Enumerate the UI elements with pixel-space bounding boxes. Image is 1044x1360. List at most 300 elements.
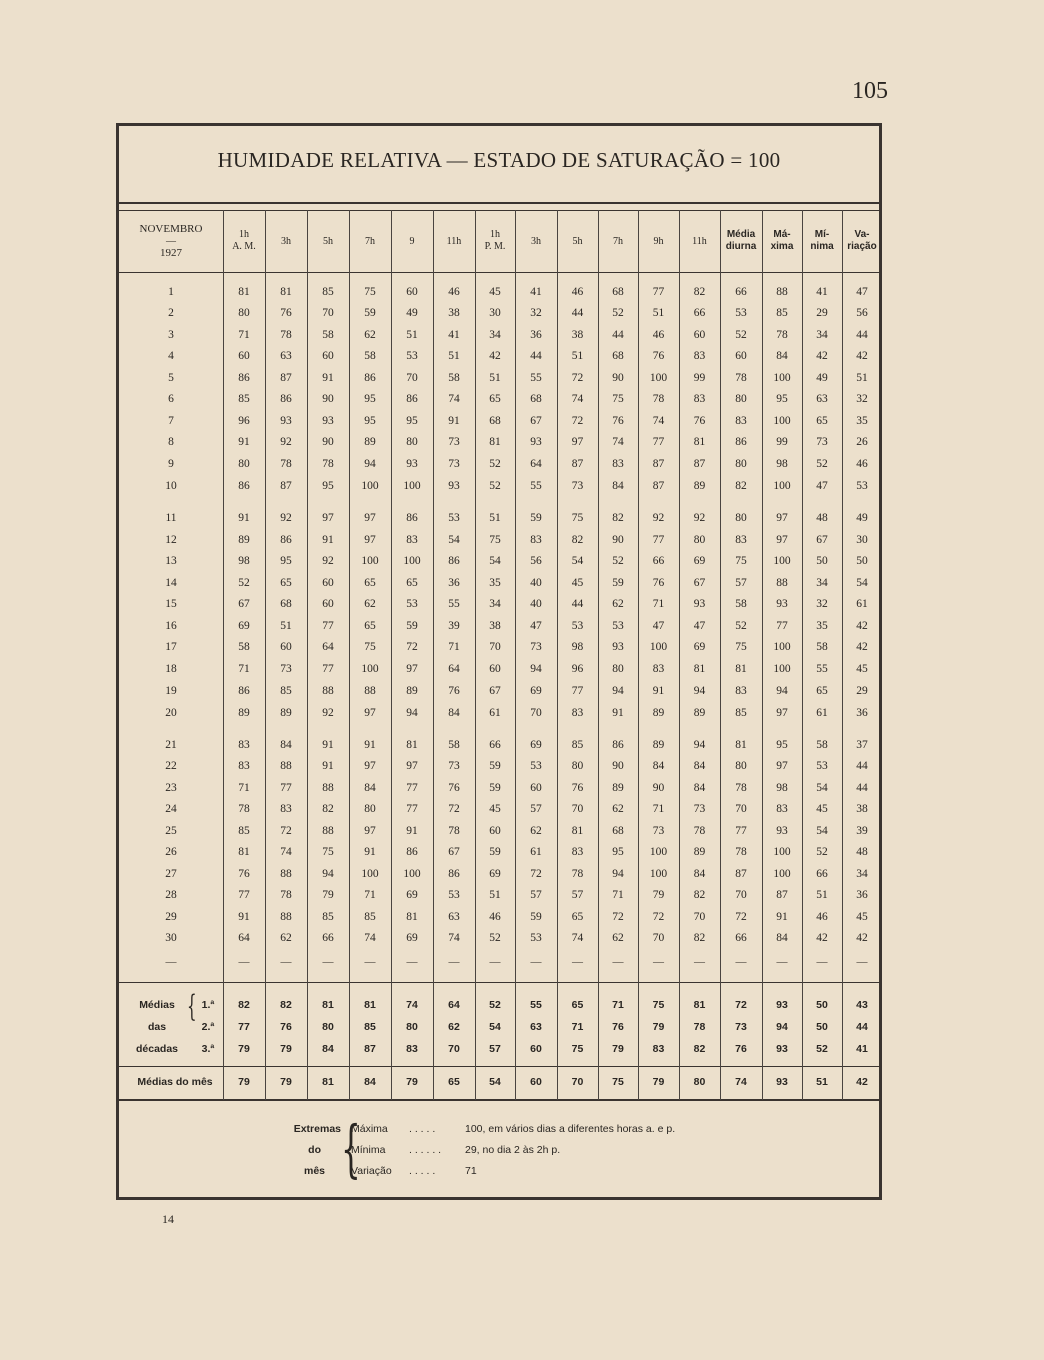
humidity-cell: 86: [364, 372, 376, 384]
humidity-cell: 83: [693, 350, 706, 362]
humidity-cell: 58: [448, 739, 460, 751]
humidity-cell: 100: [361, 868, 379, 880]
humidity-cell: 78: [238, 803, 250, 815]
humidity-cell: 81: [571, 825, 584, 837]
column-header: 1h: [239, 229, 249, 240]
humidity-cell: 78: [571, 868, 584, 880]
humidity-cell: 89: [652, 707, 665, 719]
table-title: HUMIDADE RELATIVA — ESTADO DE SATURAÇÃO = 100: [217, 148, 781, 172]
column-header: 9h: [653, 236, 664, 247]
day-label: 24: [165, 803, 177, 815]
humidity-cell: 78: [693, 825, 706, 837]
humidity-cell: 38: [489, 620, 501, 632]
dash-mark: —: [238, 956, 250, 968]
humidity-cell: 58: [364, 350, 376, 362]
humidity-cell: 77: [652, 436, 665, 448]
humidity-cell: 83: [735, 534, 747, 546]
humidity-cell: 56: [856, 307, 868, 319]
day-label: 28: [165, 889, 177, 901]
decade-average-cell: 41: [856, 1043, 868, 1055]
month-average-cell: 81: [322, 1076, 334, 1088]
humidity-cell: 55: [530, 480, 542, 492]
humidity-cell: 85: [280, 685, 292, 697]
humidity-cell: 93: [406, 458, 418, 470]
humidity-cell: 76: [448, 782, 460, 794]
humidity-cell: 34: [489, 329, 501, 341]
humidity-cell: 95: [322, 480, 334, 492]
dash-mark: —: [280, 956, 292, 968]
humidity-cell: 51: [280, 620, 292, 632]
humidity-cell: 77: [322, 620, 334, 632]
humidity-cell: 65: [816, 685, 828, 697]
decade-average-cell: 63: [530, 1021, 542, 1033]
humidity-cell: 91: [238, 436, 250, 448]
humidity-cell: 87: [652, 458, 665, 470]
humidity-cell: 42: [856, 350, 868, 362]
decade-average-cell: 80: [322, 1021, 334, 1033]
humidity-cell: 94: [530, 663, 542, 675]
humidity-cell: 91: [238, 512, 250, 524]
month-average-cell: 65: [448, 1076, 460, 1088]
humidity-cell: 58: [448, 372, 460, 384]
month-average-cell: 79: [280, 1076, 292, 1088]
humidity-cell: 65: [406, 577, 418, 589]
day-label: 14: [165, 577, 177, 589]
day-label: 19: [165, 685, 177, 697]
humidity-cell: 76: [280, 307, 292, 319]
humidity-cell: 87: [280, 480, 292, 492]
humidity-cell: 87: [776, 889, 788, 901]
humidity-cell: 84: [280, 739, 292, 751]
humidity-cell: 90: [612, 372, 624, 384]
dash-mark: —: [489, 956, 501, 968]
humidity-cell: 73: [448, 458, 460, 470]
humidity-cell: 70: [693, 911, 706, 923]
humidity-cell: 84: [776, 350, 788, 362]
humidity-cell: 97: [776, 760, 788, 772]
humidity-cell: 86: [448, 868, 460, 880]
humidity-cell: 85: [735, 707, 747, 719]
humidity-cell: 45: [489, 803, 501, 815]
humidity-cell: 77: [280, 782, 292, 794]
humidity-cell: 89: [693, 707, 706, 719]
decade-average-cell: 64: [448, 999, 460, 1011]
humidity-cell: 97: [571, 436, 584, 448]
extreme-name: Variação: [351, 1165, 392, 1177]
humidity-cell: 68: [489, 415, 501, 427]
humidity-cell: 34: [856, 868, 868, 880]
humidity-cell: 36: [856, 707, 868, 719]
dash-mark: —: [364, 956, 376, 968]
humidity-cell: 82: [693, 889, 706, 901]
column-header-sub: riação: [847, 241, 877, 252]
humidity-cell: 54: [571, 555, 584, 567]
humidity-cell: 70: [571, 803, 584, 815]
humidity-cell: 60: [530, 782, 542, 794]
humidity-cell: 51: [489, 372, 501, 384]
extreme-value: 29, no dia 2 às 2h p.: [465, 1144, 561, 1156]
humidity-cell: 70: [735, 889, 747, 901]
day-label: 29: [165, 911, 177, 923]
humidity-cell: 86: [280, 393, 292, 405]
day-label: 9: [168, 458, 174, 470]
humidity-cell: 83: [238, 739, 250, 751]
humidity-cell: 59: [489, 846, 501, 858]
humidity-cell: 74: [448, 932, 460, 944]
humidity-cell: 84: [693, 760, 706, 772]
humidity-cell: 98: [238, 555, 250, 567]
folio-number: 14: [162, 1212, 174, 1226]
humidity-cell: 72: [612, 911, 624, 923]
humidity-cell: 70: [652, 932, 665, 944]
humidity-cell: 68: [612, 350, 624, 362]
humidity-cell: 87: [652, 480, 665, 492]
humidity-cell: 65: [364, 620, 376, 632]
humidity-cell: 80: [735, 458, 747, 470]
humidity-cell: 88: [776, 577, 788, 589]
humidity-cell: 91: [652, 685, 665, 697]
humidity-cell: 97: [776, 707, 788, 719]
humidity-cell: 100: [773, 555, 791, 567]
humidity-cell: 82: [612, 512, 624, 524]
humidity-cell: 51: [448, 350, 460, 362]
humidity-cell: 81: [238, 286, 250, 298]
humidity-cell: 47: [856, 286, 868, 298]
humidity-cell: 52: [816, 846, 828, 858]
humidity-cell: 42: [816, 350, 828, 362]
month-averages-label: Médias do mês: [137, 1076, 213, 1088]
humidity-cell: 34: [816, 577, 828, 589]
humidity-cell: 52: [612, 555, 624, 567]
humidity-cell: 77: [406, 803, 418, 815]
humidity-cell: 91: [322, 739, 334, 751]
humidity-cell: 89: [612, 782, 624, 794]
humidity-cell: 83: [735, 415, 747, 427]
humidity-cell: 93: [280, 415, 292, 427]
humidity-cell: 88: [322, 825, 334, 837]
decade-average-cell: 76: [612, 1021, 624, 1033]
humidity-cell: 80: [735, 512, 747, 524]
humidity-cell: 94: [612, 685, 624, 697]
humidity-cell: 58: [816, 641, 828, 653]
humidity-cell: 55: [816, 663, 828, 675]
humidity-cell: 52: [489, 458, 501, 470]
humidity-cell: 83: [571, 707, 584, 719]
humidity-cell: 92: [280, 512, 292, 524]
humidity-cell: 87: [571, 458, 584, 470]
humidity-cell: 83: [735, 685, 747, 697]
humidity-cell: 40: [530, 577, 542, 589]
column-header: 1h: [490, 229, 500, 240]
humidity-cell: 53: [816, 760, 828, 772]
humidity-cell: 58: [816, 739, 828, 751]
dash-mark: —: [735, 956, 747, 968]
humidity-cell: 100: [403, 555, 421, 567]
day-label: 13: [165, 555, 177, 567]
column-header-sub: P. M.: [484, 241, 506, 252]
decade-average-cell: 93: [776, 999, 788, 1011]
humidity-cell: 72: [652, 911, 665, 923]
humidity-cell: 63: [280, 350, 292, 362]
humidity-cell: 78: [735, 782, 747, 794]
month-average-cell: 42: [856, 1076, 868, 1088]
humidity-cell: 65: [280, 577, 292, 589]
humidity-cell: 91: [448, 415, 460, 427]
humidity-cell: 59: [530, 512, 542, 524]
title-rule: [119, 202, 879, 204]
humidity-cell: 64: [322, 641, 334, 653]
humidity-cell: 80: [735, 760, 747, 772]
decade-average-cell: 65: [571, 999, 584, 1011]
humidity-cell: 54: [856, 577, 868, 589]
humidity-cell: 71: [238, 782, 250, 794]
humidity-cell: 96: [571, 663, 584, 675]
humidity-cell: 93: [322, 415, 334, 427]
humidity-cell: 46: [652, 329, 665, 341]
humidity-cell: 78: [735, 372, 747, 384]
column-header: 11h: [692, 236, 707, 247]
decade-average-cell: 79: [652, 1021, 665, 1033]
humidity-cell: 78: [280, 458, 292, 470]
humidity-cell: 94: [364, 458, 376, 470]
humidity-cell: 78: [322, 458, 334, 470]
humidity-cell: 53: [571, 620, 584, 632]
header-top-rule: [119, 210, 879, 211]
humidity-cell: 97: [776, 534, 788, 546]
humidity-cell: 91: [238, 911, 250, 923]
dash-mark: —: [856, 956, 868, 968]
humidity-table-frame: [116, 123, 882, 1200]
humidity-cell: 77: [238, 889, 250, 901]
humidity-cell: 58: [238, 641, 250, 653]
humidity-cell: 71: [448, 641, 460, 653]
day-label: 12: [165, 534, 177, 546]
humidity-cell: 49: [406, 307, 418, 319]
extremes-label-1: Extremas: [293, 1123, 341, 1135]
humidity-cell: 97: [406, 760, 418, 772]
day-label: 16: [165, 620, 177, 632]
humidity-cell: 44: [856, 782, 868, 794]
humidity-cell: 77: [406, 782, 418, 794]
humidity-cell: 92: [693, 512, 706, 524]
humidity-cell: 93: [448, 480, 460, 492]
humidity-cell: 52: [238, 577, 250, 589]
decade-average-cell: 84: [322, 1043, 334, 1055]
humidity-cell: 47: [693, 620, 706, 632]
humidity-cell: 100: [361, 480, 379, 492]
decade-average-cell: 79: [612, 1043, 624, 1055]
humidity-cell: 49: [816, 372, 828, 384]
humidity-cell: 54: [489, 555, 501, 567]
humidity-cell: 95: [364, 393, 376, 405]
column-header: Va-: [854, 229, 870, 240]
humidity-cell: 34: [489, 598, 501, 610]
column-header: 11h: [446, 236, 462, 247]
dash-mark: —: [165, 956, 177, 968]
humidity-cell: 86: [406, 512, 418, 524]
humidity-cell: 36: [856, 889, 868, 901]
humidity-cell: 84: [364, 782, 376, 794]
humidity-cell: 97: [406, 663, 418, 675]
humidity-cell: 53: [856, 480, 868, 492]
humidity-cell: 91: [322, 534, 334, 546]
column-header: 7h: [613, 236, 623, 247]
humidity-cell: 73: [816, 436, 828, 448]
humidity-cell: 60: [238, 350, 250, 362]
humidity-cell: 50: [856, 555, 868, 567]
humidity-cell: 68: [612, 825, 624, 837]
humidity-cell: 44: [571, 307, 584, 319]
day-label: 10: [165, 480, 177, 492]
humidity-cell: 76: [448, 685, 460, 697]
dash-mark: —: [816, 956, 828, 968]
extreme-name: Máxima: [351, 1123, 388, 1135]
decade-average-cell: 76: [735, 1043, 747, 1055]
humidity-cell: 78: [652, 393, 665, 405]
decade-average-cell: 60: [530, 1043, 542, 1055]
humidity-cell: 66: [735, 932, 747, 944]
extreme-name: Mínima: [351, 1144, 386, 1156]
humidity-cell: 72: [448, 803, 460, 815]
humidity-cell: 91: [612, 707, 624, 719]
humidity-cell: 38: [856, 803, 868, 815]
day-label: 18: [165, 663, 177, 675]
humidity-cell: 30: [856, 534, 868, 546]
humidity-cell: 80: [364, 803, 376, 815]
humidity-cell: 78: [735, 846, 747, 858]
day-label: 15: [165, 598, 177, 610]
decade-average-cell: 79: [280, 1043, 292, 1055]
humidity-cell: 100: [773, 480, 791, 492]
humidity-cell: 100: [773, 641, 791, 653]
humidity-cell: 88: [280, 868, 292, 880]
humidity-cell: 73: [448, 436, 460, 448]
humidity-cell: 74: [652, 415, 665, 427]
humidity-cell: 85: [322, 286, 334, 298]
humidity-cell: 35: [856, 415, 868, 427]
humidity-cell: 62: [612, 598, 624, 610]
humidity-cell: 45: [856, 911, 868, 923]
humidity-cell: 67: [530, 415, 542, 427]
day-label: 22: [165, 760, 177, 772]
humidity-cell: 89: [238, 534, 250, 546]
humidity-cell: 45: [856, 663, 868, 675]
extremes-label-2: do: [308, 1144, 321, 1156]
humidity-cell: 76: [571, 782, 584, 794]
humidity-cell: 84: [693, 782, 706, 794]
humidity-cell: 75: [364, 641, 376, 653]
column-header: 5h: [572, 236, 583, 247]
humidity-cell: 64: [530, 458, 542, 470]
humidity-cell: 93: [776, 825, 788, 837]
humidity-cell: 76: [612, 415, 624, 427]
humidity-cell: 80: [571, 760, 584, 772]
humidity-cell: 71: [652, 803, 665, 815]
humidity-cell: 34: [816, 329, 828, 341]
humidity-cell: 84: [693, 868, 706, 880]
decade-label: 3.ª: [201, 1043, 215, 1055]
humidity-cell: 45: [816, 803, 828, 815]
humidity-cell: 44: [612, 329, 624, 341]
humidity-cell: 90: [612, 760, 624, 772]
day-label: 23: [165, 782, 177, 794]
humidity-cell: 69: [530, 739, 542, 751]
humidity-cell: 60: [735, 350, 747, 362]
decade-average-cell: 73: [735, 1021, 747, 1033]
month-average-cell: 80: [693, 1076, 706, 1088]
humidity-cell: 80: [693, 534, 706, 546]
humidity-cell: 70: [489, 641, 501, 653]
humidity-cell: 83: [406, 534, 418, 546]
month-average-cell: 79: [406, 1076, 418, 1088]
humidity-cell: 66: [735, 286, 747, 298]
humidity-cell: 60: [489, 663, 501, 675]
humidity-cell: 78: [448, 825, 460, 837]
humidity-cell: 52: [489, 480, 501, 492]
humidity-cell: 95: [280, 555, 292, 567]
humidity-cell: 74: [364, 932, 376, 944]
decade-average-cell: 81: [693, 999, 706, 1011]
humidity-cell: 41: [816, 286, 828, 298]
humidity-cell: 88: [776, 286, 788, 298]
humidity-cell: 81: [693, 436, 706, 448]
decade-average-cell: 81: [322, 999, 334, 1011]
humidity-cell: 87: [280, 372, 292, 384]
day-label: 1: [168, 286, 174, 298]
humidity-cell: 80: [238, 307, 250, 319]
humidity-cell: 36: [530, 329, 542, 341]
extremes-label-3: mês: [303, 1165, 325, 1177]
column-header-sub: A. M.: [232, 241, 256, 252]
day-label: 30: [165, 932, 177, 944]
humidity-cell: 91: [322, 372, 334, 384]
humidity-cell: 91: [776, 911, 788, 923]
humidity-cell: 83: [571, 846, 584, 858]
table-bottom-rule: [119, 1099, 879, 1101]
column-header: 3h: [281, 236, 291, 247]
humidity-cell: 69: [406, 889, 418, 901]
humidity-cell: 57: [735, 577, 747, 589]
humidity-cell: 72: [571, 372, 584, 384]
humidity-cell: 46: [489, 911, 501, 923]
extreme-dots: . . . . .: [409, 1123, 436, 1135]
humidity-cell: 46: [448, 286, 460, 298]
humidity-cell: 77: [322, 663, 334, 675]
humidity-cell: 90: [322, 436, 334, 448]
decade-average-cell: 54: [489, 1021, 501, 1033]
humidity-cell: 47: [530, 620, 542, 632]
humidity-cell: 82: [693, 932, 706, 944]
humidity-cell: 94: [406, 707, 418, 719]
humidity-cell: 86: [406, 846, 418, 858]
humidity-cell: 94: [693, 685, 706, 697]
humidity-cell: 85: [238, 393, 250, 405]
column-header: 7h: [365, 236, 375, 247]
humidity-cell: 29: [816, 307, 828, 319]
humidity-cell: 87: [693, 458, 706, 470]
humidity-cell: 32: [530, 307, 542, 319]
humidity-cell: 85: [776, 307, 788, 319]
dash-mark: —: [322, 956, 334, 968]
humidity-cell: 93: [693, 598, 706, 610]
humidity-cell: 75: [571, 512, 584, 524]
humidity-cell: 63: [816, 393, 828, 405]
humidity-cell: 95: [612, 846, 624, 858]
humidity-cell: 85: [571, 739, 584, 751]
humidity-cell: 78: [280, 889, 292, 901]
humidity-cell: 60: [322, 350, 334, 362]
humidity-cell: 100: [649, 868, 668, 880]
